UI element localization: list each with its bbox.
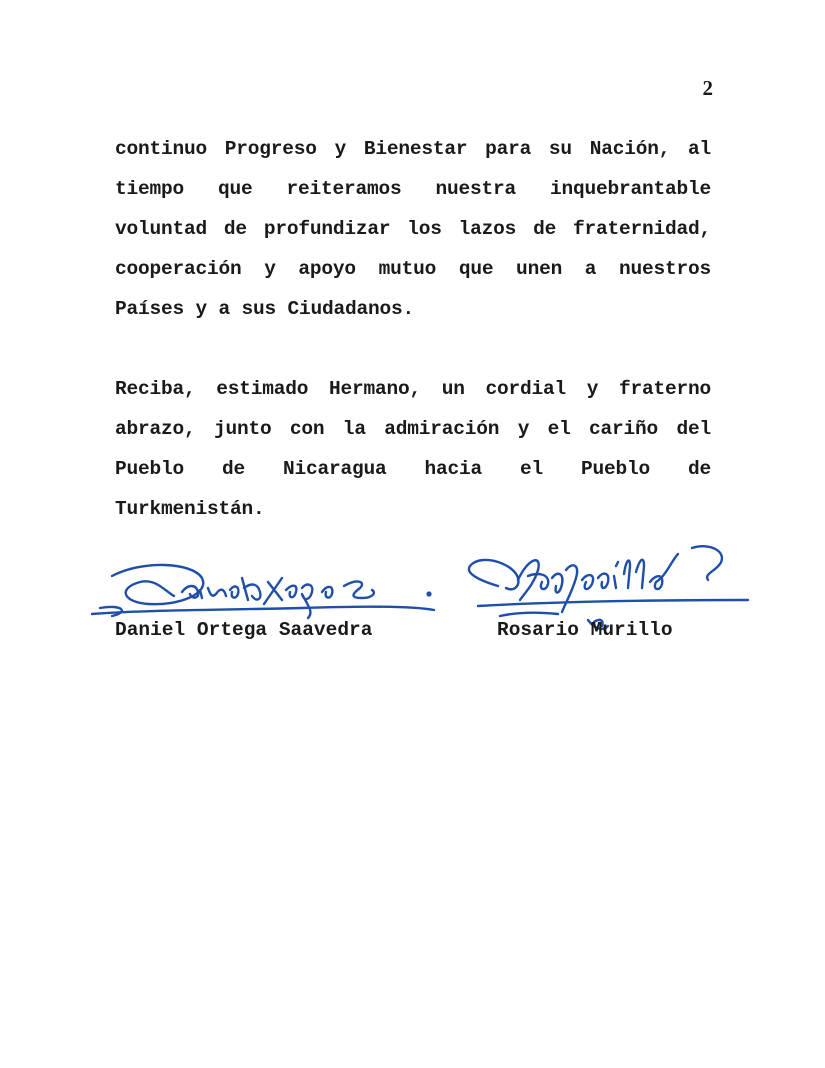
signature-ortega-icon (82, 548, 442, 628)
paragraph-closing-wishes: continuo Progreso y Bienestar para su Nación, al tiempo que reiteramos nuestra inquebrantable voluntad de profundizar los lazos de fraternidad, cooperación y apoyo mutuo que unen a nuestros Países y a sus Ciudadanos. (115, 138, 711, 320)
signer-name-murillo: Rosario Murillo (497, 619, 673, 641)
paragraph-farewell: Reciba, estimado Hermano, un cordial y fraterno abrazo, junto con la admiración y el cariño del Pueblo de Nicaragua hacia el Pueblo de Turkmenistán. (115, 378, 711, 520)
signature-block (0, 540, 825, 660)
page-number: 2 (702, 76, 713, 100)
signer-name-ortega: Daniel Ortega Saavedra (115, 619, 373, 641)
